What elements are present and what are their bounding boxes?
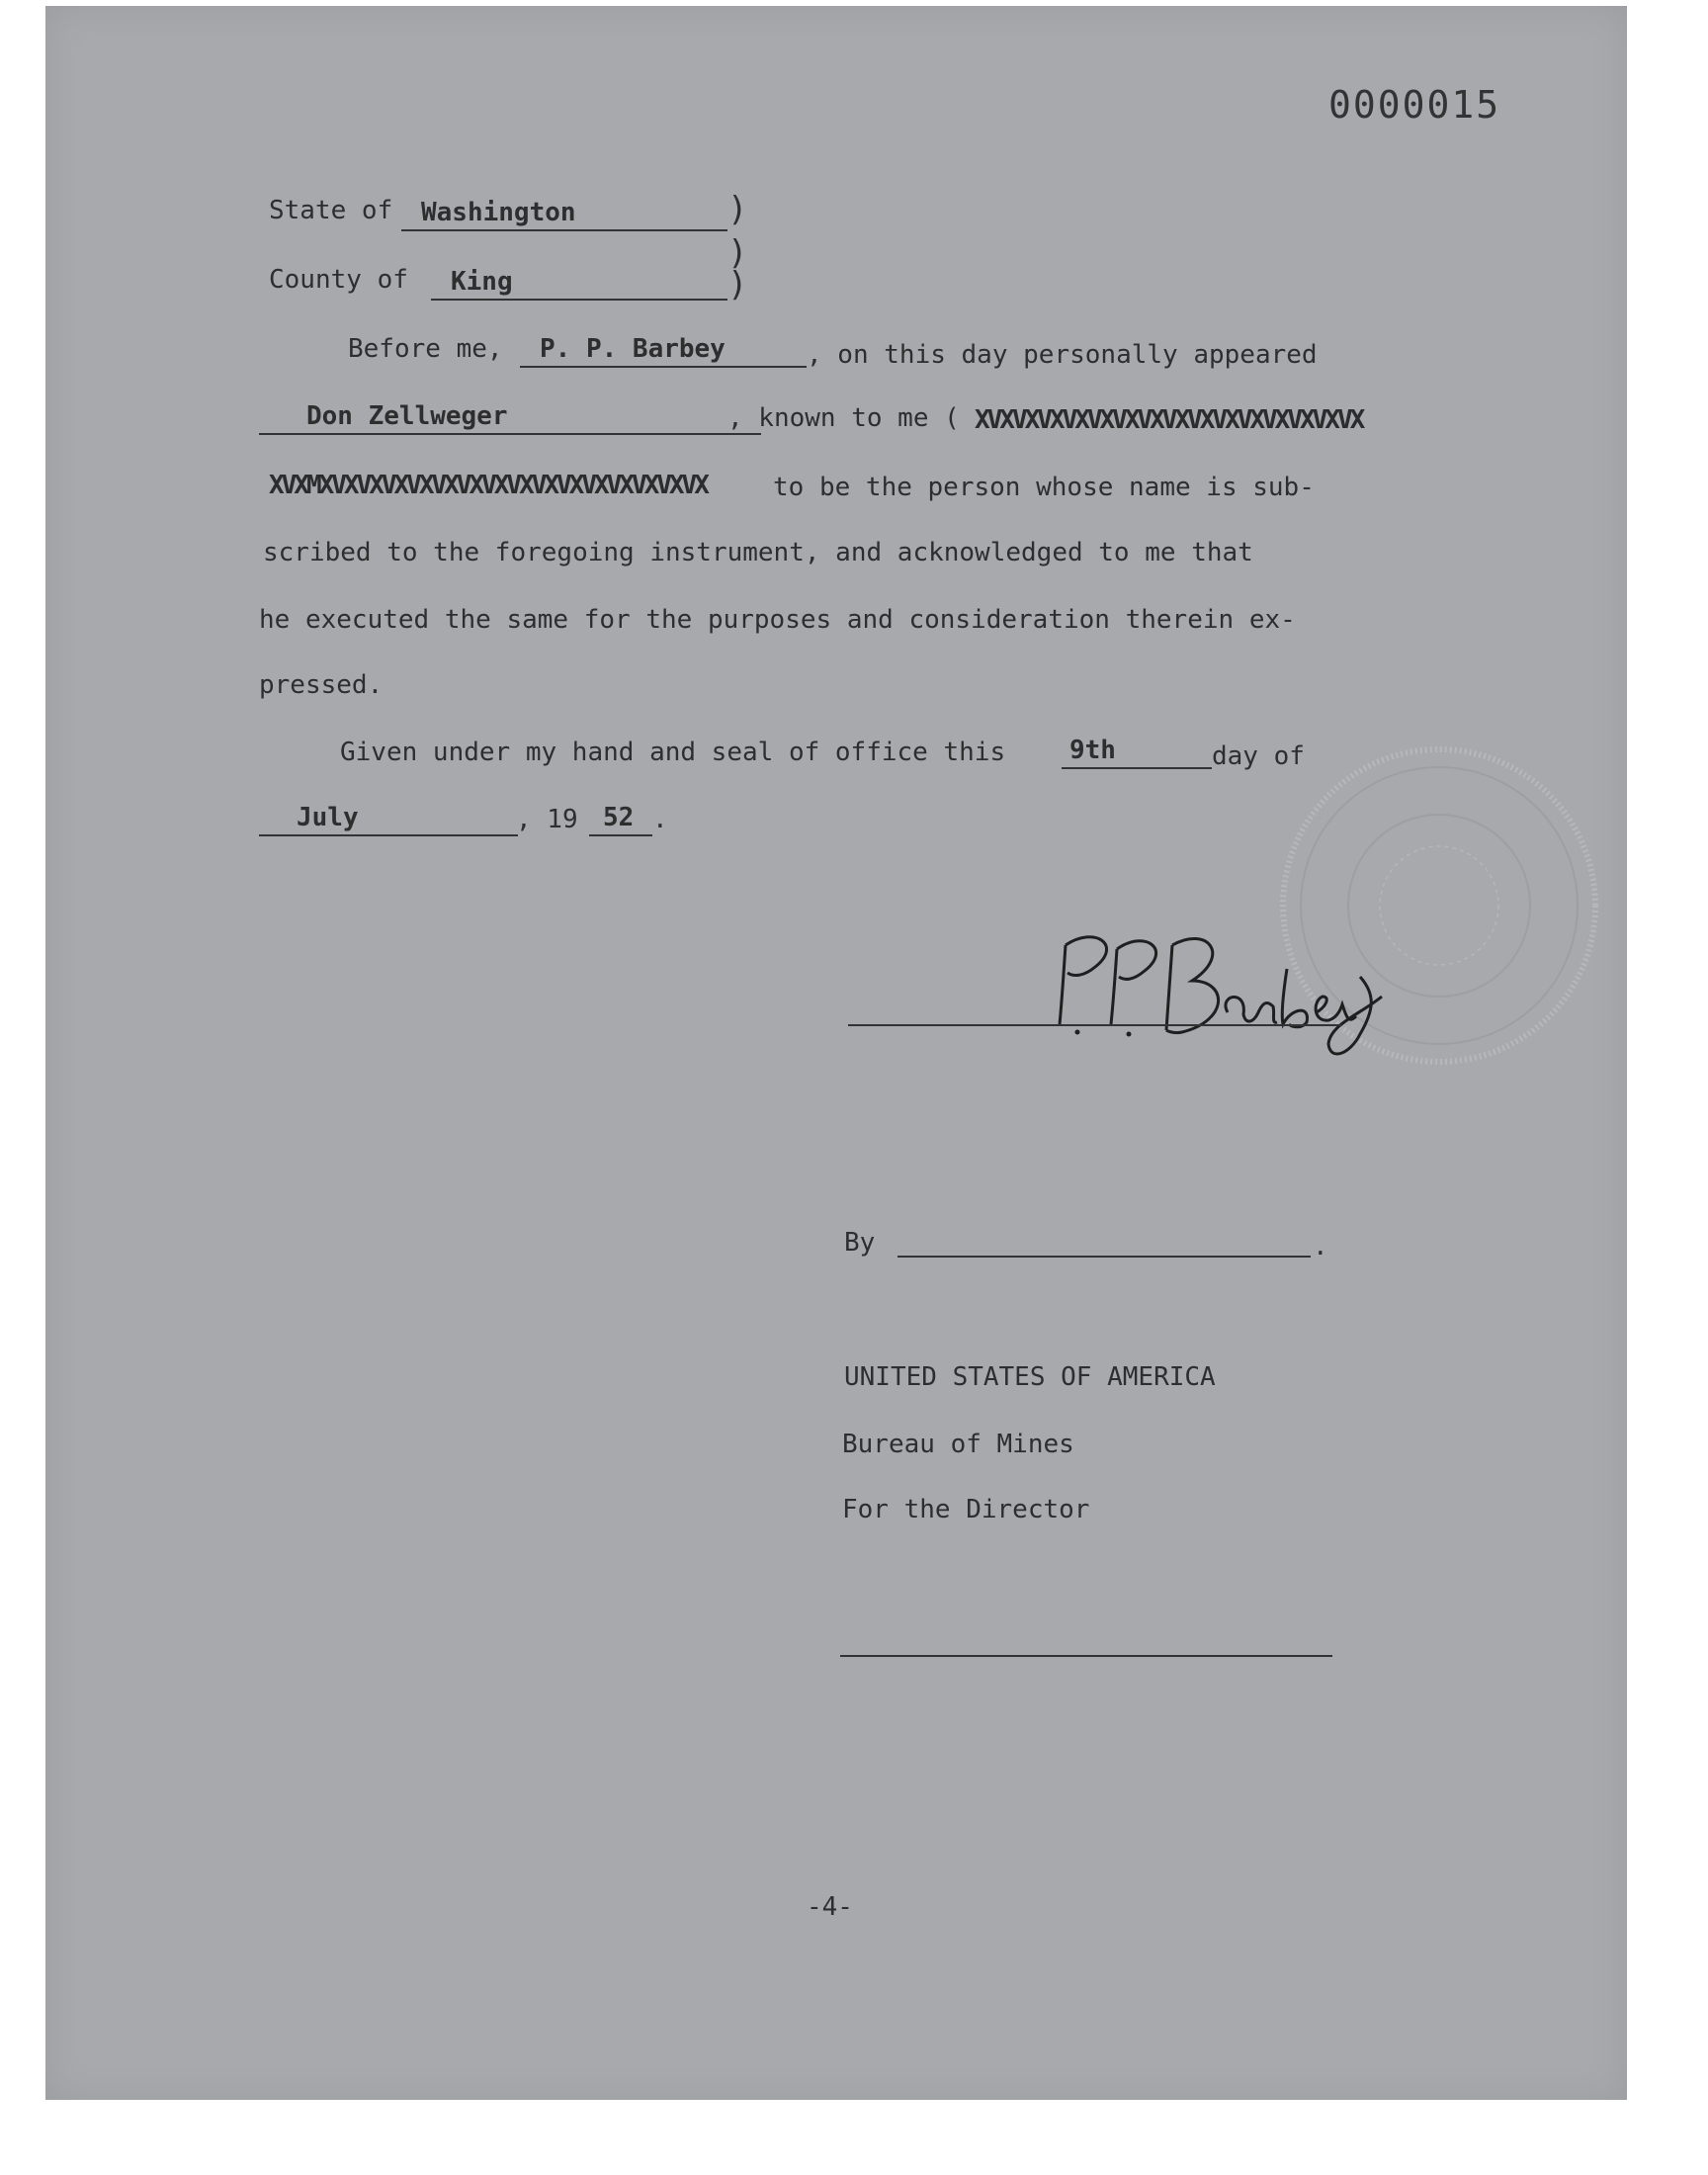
director-signature-line: [840, 1655, 1332, 1657]
paragraph-line2-tail: to be the person whose name is sub-: [773, 473, 1315, 502]
document-page: [45, 6, 1627, 2100]
bracket-mid: ): [727, 233, 748, 273]
paragraph-line1-end: , on this day personally appeared: [807, 340, 1318, 370]
struck-out-text-line2: XVXMXVXVXVXVXVXVXVXVXVXVXVXVXVXVXVX: [269, 471, 707, 500]
given-line-text: Given under my hand and seal of office this: [340, 738, 1006, 767]
year-prefix: , 19: [516, 805, 578, 834]
by-period: .: [1313, 1232, 1328, 1262]
paragraph-line3: scribed to the foregoing instrument, and acknowledged to me that: [263, 538, 1253, 567]
month-value: July: [259, 801, 518, 836]
year-value: 52: [589, 801, 652, 836]
day-value: 9th: [1062, 734, 1212, 769]
officer-name: P. P. Barbey: [520, 332, 807, 368]
known-to-me-text: , known to me (: [727, 403, 960, 433]
page-number-top: 0000015: [1328, 83, 1501, 127]
year-period: .: [652, 805, 668, 834]
paragraph-line1-start: Before me,: [348, 334, 503, 364]
county-value: King: [431, 265, 727, 301]
by-signature-line: [897, 1256, 1311, 1258]
agency-line2: Bureau of Mines: [842, 1430, 1074, 1459]
paragraph-line4: he executed the same for the purposes and consideration therein ex-: [259, 605, 1296, 635]
struck-out-text-line1: XVXVXVXVXVXVXVXVXVXVXVXVXVXVXVX: [975, 405, 1363, 435]
bracket-state: ): [727, 190, 748, 229]
signature-p-p-barbey: [1034, 886, 1409, 1064]
state-label: State of: [269, 196, 393, 225]
day-of-text: day of: [1212, 741, 1305, 771]
state-value: Washington: [401, 196, 727, 231]
county-label: County of: [269, 265, 408, 295]
page-number-bottom: -4-: [807, 1892, 853, 1922]
agency-line3: For the Director: [842, 1495, 1090, 1524]
agency-line1: UNITED STATES OF AMERICA: [844, 1362, 1216, 1392]
notary-signature-line: [848, 1024, 1342, 1026]
appearer-name: Don Zellweger: [259, 399, 761, 435]
bracket-county: ): [727, 265, 748, 304]
paragraph-line5: pressed.: [259, 670, 384, 700]
by-label: By: [844, 1228, 876, 1258]
